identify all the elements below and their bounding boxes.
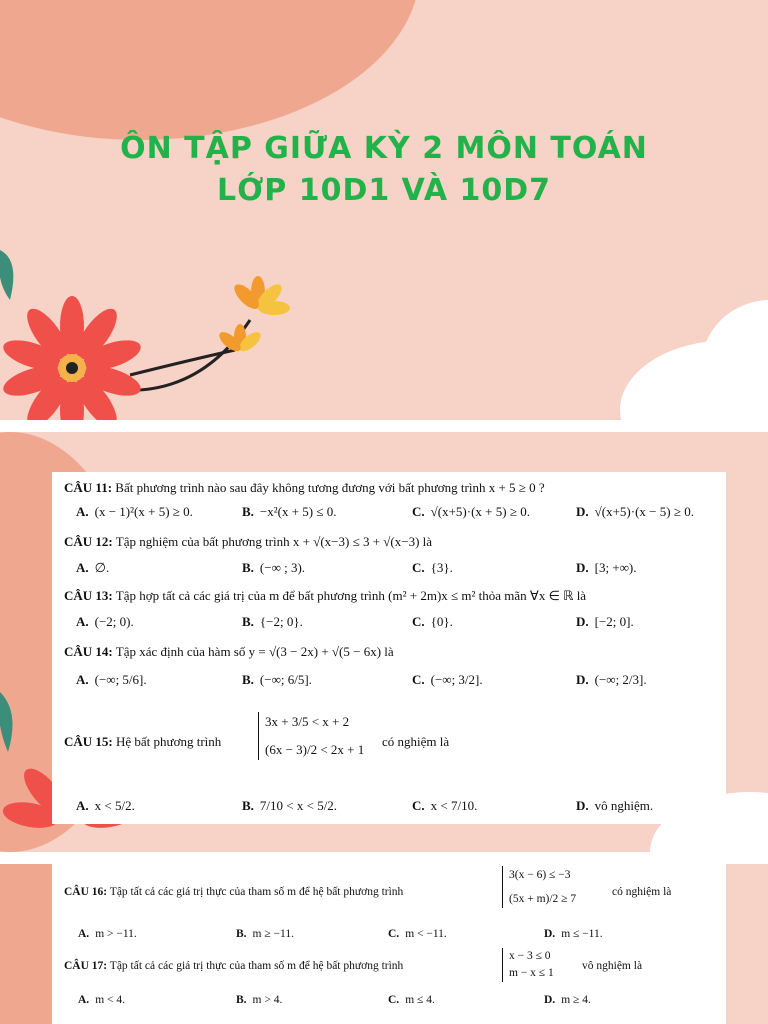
question-13 bbox=[64, 588, 586, 604]
slide-title-line1: ÔN TẬP GIỮA KỲ 2 MÔN TOÁN bbox=[120, 131, 648, 166]
option-b[interactable]: B. (−∞ ; 3). bbox=[242, 560, 306, 575]
option-c[interactable]: C. {0}. bbox=[412, 614, 453, 629]
option-a[interactable]: A. m < 4. bbox=[78, 994, 125, 1006]
question-text: Tập tất cả các giá trị thực của tham số m để hệ bất phương trình bbox=[109, 886, 404, 898]
option-d[interactable]: D. m ≥ 4. bbox=[544, 994, 591, 1006]
question-14 bbox=[64, 644, 394, 660]
question-text: Tập hợp tất cả các giá trị của m để bất phương trình (m² + 2m)x ≤ m² thỏa mãn ∀x ∈ ℝ là bbox=[115, 588, 587, 603]
option-a[interactable]: A. (−∞; 5/6]. bbox=[76, 672, 147, 687]
question-12 bbox=[64, 534, 432, 550]
small-flower-icon-2 bbox=[216, 324, 264, 355]
question-label: CÂU 17: bbox=[64, 960, 108, 972]
leaf-icon bbox=[0, 692, 13, 752]
question-card bbox=[52, 864, 726, 1024]
questions-slide-2 bbox=[0, 864, 768, 1024]
question-label: CÂU 15: bbox=[64, 734, 113, 749]
title-slide bbox=[0, 0, 768, 420]
system-line-1: 3(x − 6) ≤ −3 bbox=[509, 869, 571, 881]
option-b[interactable]: B. {−2; 0}. bbox=[242, 614, 303, 629]
option-d[interactable]: D. [3; +∞). bbox=[576, 560, 637, 575]
system-line-2: m − x ≤ 1 bbox=[509, 967, 554, 979]
system-line-1: x − 3 ≤ 0 bbox=[509, 950, 551, 962]
question-text: Bất phương trình nào sau đây không tương đương với bất phương trình x + 5 ≥ 0 ? bbox=[115, 480, 545, 495]
question-text: Tập tất cả các giá trị thực của tham số m để hệ bất phương trình bbox=[109, 960, 404, 972]
option-d[interactable]: D. m ≤ −11. bbox=[544, 928, 603, 940]
option-a[interactable]: A. (x − 1)²(x + 5) ≥ 0. bbox=[76, 504, 193, 519]
system-line-2: (5x + m)/2 ≥ 7 bbox=[509, 893, 577, 905]
stem-icon-2 bbox=[130, 350, 235, 375]
question-16 bbox=[64, 886, 403, 898]
question-tail: có nghiệm là bbox=[612, 886, 672, 898]
stem-icon bbox=[120, 320, 250, 390]
question-label: CÂU 13: bbox=[64, 588, 113, 603]
question-15 bbox=[64, 734, 221, 750]
question-text: Tập nghiệm của bất phương trình x + √(x−3) ≤ 3 + √(x−3) là bbox=[115, 534, 433, 549]
questions-slide-1 bbox=[0, 432, 768, 852]
inequality-system bbox=[502, 948, 554, 982]
option-d[interactable]: D. vô nghiệm. bbox=[576, 798, 654, 813]
question-text: Tập xác định của hàm số y = √(3 − 2x) + √(5 − 6x) là bbox=[115, 644, 394, 659]
option-c[interactable]: C. √(x+5)·(x + 5) ≥ 0. bbox=[412, 504, 530, 519]
option-a[interactable]: A. (−2; 0). bbox=[76, 614, 134, 629]
question-label: CÂU 16: bbox=[64, 886, 108, 898]
question-tail: vô nghiệm là bbox=[582, 960, 643, 972]
option-a[interactable]: A. m > −11. bbox=[78, 928, 137, 940]
option-a[interactable]: A. ∅. bbox=[76, 560, 110, 575]
option-c[interactable]: C. m < −11. bbox=[388, 928, 447, 940]
slide-title-line2: LỚP 10D1 VÀ 10D7 bbox=[216, 173, 552, 208]
question-card bbox=[52, 472, 726, 824]
option-d[interactable]: D. [−2; 0]. bbox=[576, 614, 634, 629]
option-c[interactable]: C. {3}. bbox=[412, 560, 453, 575]
question-tail: có nghiệm là bbox=[382, 734, 450, 749]
top-left-blob bbox=[0, 0, 420, 140]
inequality-system bbox=[502, 866, 576, 908]
inequality-system bbox=[258, 712, 364, 760]
option-d[interactable]: D. √(x+5)·(x − 5) ≥ 0. bbox=[576, 504, 694, 519]
bottom-right-cloud-2 bbox=[700, 300, 768, 420]
small-flower-icon bbox=[230, 276, 290, 315]
option-b[interactable]: B. 7/10 < x < 5/2. bbox=[242, 798, 338, 813]
option-b[interactable]: B. m ≥ −11. bbox=[236, 928, 294, 940]
question-label: CÂU 14: bbox=[64, 644, 113, 659]
option-b[interactable]: B. (−∞; 6/5]. bbox=[242, 672, 312, 687]
question-text: Hệ bất phương trình bbox=[116, 734, 222, 749]
question-label: CÂU 11: bbox=[64, 480, 113, 495]
option-b[interactable]: B. m > 4. bbox=[236, 994, 283, 1006]
option-c[interactable]: C. m ≤ 4. bbox=[388, 994, 435, 1006]
question-17 bbox=[64, 960, 403, 972]
option-c[interactable]: C. x < 7/10. bbox=[412, 798, 478, 813]
option-a[interactable]: A. x < 5/2. bbox=[76, 798, 135, 813]
system-line-1: 3x + 3/5 < x + 2 bbox=[265, 714, 350, 729]
flower-decoration bbox=[0, 220, 300, 420]
system-line-2: (6x − 3)/2 < 2x + 1 bbox=[265, 742, 365, 757]
question-11 bbox=[64, 480, 545, 496]
big-flower-icon bbox=[0, 296, 144, 420]
question-label: CÂU 12: bbox=[64, 534, 113, 549]
option-c[interactable]: C. (−∞; 3/2]. bbox=[412, 672, 483, 687]
leaf-icon bbox=[0, 250, 13, 300]
option-b[interactable]: B. −x²(x + 5) ≤ 0. bbox=[242, 504, 337, 519]
option-d[interactable]: D. (−∞; 2/3]. bbox=[576, 672, 647, 687]
